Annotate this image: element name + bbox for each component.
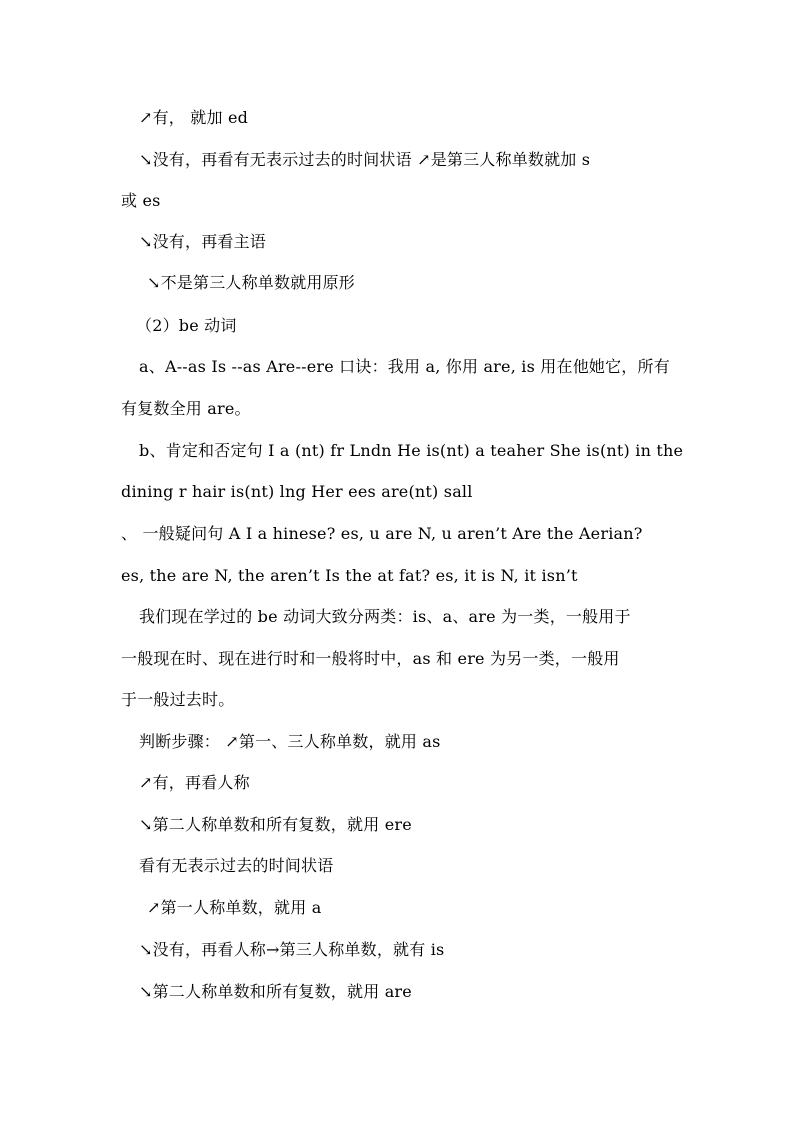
text-line: ↘第二人称单数和所有复数，就用 are [139,982,412,1001]
text-line: ↘第二人称单数和所有复数，就用 ere [139,815,412,834]
text-line: 或 es [121,191,161,210]
text-line: a、A--as Is --as Are--ere 口诀：我用 a, 你用 are, is 用在他她它，所有 [139,357,670,376]
text-line: ↘没有，再看有无表示过去的时间状语 ↗是第三人称单数就加 s [139,150,591,169]
text-line: ↘没有，再看主语 [139,232,267,251]
text-line: 有复数全用 are。 [121,399,251,418]
text-line: b、肯定和否定句 I a (nt) fr Lndn He is(nt) a teaher She is(nt) in the [139,441,684,460]
text-line: 看有无表示过去的时间状语 [139,856,334,875]
text-line: 一般现在时、现在进行时和一般将时中，as 和 ere 为另一类，一般用 [121,649,620,668]
text-line: ↗有，再看人称 [139,773,250,792]
text-line: ↗有， 就加 ed [139,108,249,127]
text-line: 于一般过去时。 [121,690,235,709]
text-line: dining r hair is(nt) lng Her ees are(nt) sall [121,482,473,501]
text-line: 、 一般疑问句 A I a hinese? es, u are N, u aren’t Are the Aerian? [121,524,643,543]
text-line: ↗第一人称单数，就用 a [147,898,322,917]
text-line: 我们现在学过的 be 动词大致分两类：is、a、are 为一类，一般用于 [139,607,631,626]
text-line: ↘没有，再看人称→第三人称单数，就有 is [139,940,445,959]
text-line: 判断步骤： ↗第一、三人称单数，就用 as [139,732,441,751]
text-line: ↘不是第三人称单数就用原形 [147,273,356,292]
section-heading: （2）be 动词 [136,316,237,335]
text-line: es, the are N, the aren’t Is the at fat? es, it is N, it isn’t [121,566,578,585]
